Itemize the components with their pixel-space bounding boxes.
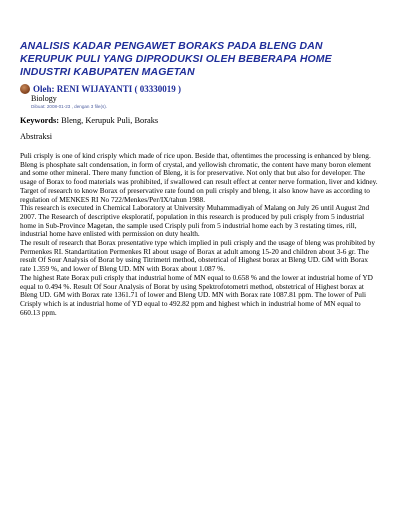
keywords-line [20,116,158,125]
abstract-paragraph: This research is executed in Chemical Laboratory at University Muhammadiyah of Malang on July 26 until August 2nd 2007. The Research of descriptive eksploratif, population in this research is produced by puli crisply from 5 industrial home in Sub-Province Magetan, the sample used Crisply puli from 5 industrial home each by 3 restating times, rill, industrial home have enlisted with permission on duty health. [20,203,370,239]
abstract-heading: Abstraksi [20,132,53,141]
article-meta: Dibuat: 2008-01-23 , dengan 3 file(s). [31,104,108,109]
author-avatar-icon [20,84,30,94]
article-title: ANALISIS KADAR PENGAWET BORAKS PADA BLENG DAN KERUPUK PULI YANG DIPRODUKSI OLEH BEBERAPA HOME INDUSTRI KABUPATEN MAGETAN [20,40,332,78]
article-category: Biology [31,94,57,103]
author-link[interactable]: Oleh: RENI WIJAYANTI ( 03330019 ) [33,84,181,94]
abstract-paragraph: The result of research that Borax presentative type which implied in puli crisply and the usage of bleng was prohibited by Permenkes RI. Standartitation Permenkes RI about usage of Borax at adult among 15-20 and children about 3-6 gr. The result Of Sour Analysis of Borat by using Titrimetri method, obstetrical of Highest borax at Bleng UD. GM with Borax rate 1.359 %, and lower of Bleng UD. MN with Borax about 1.087 %. [20,238,376,274]
abstract-paragraph: The highest Rate Borax puli crisply that industrial home of MN equal to 0.658 % and the lower at industrial home of YD equal to 0.494 %. Result Of Sour Analysis of Borat by using Spektrofotometri method, obstetrical of Highest borax at Bleng UD. GM with Borax rate 1361.71 of lower and Bleng UD. MN with Borax rate 1087.81 ppm. The lower of Puli Crisply which is at industrial home of YD equal to 492.82 ppm and highest which in industrial home of MN equal to 660.13 ppm. [20,272,373,317]
keywords-values: Bleng, Kerupuk Puli, Boraks [61,116,159,125]
abstract-paragraph: Puli crisply is one of kind crisply which made of rice upon. Beside that, oftentimes the processing is enhanced by bleng. Bleng is phosphate salt condensation, in form of crystal, and yellowish chromatic, the content have many boron element and some other mineral. There many function of Bleng, it is for preservative. Not only that but also for developer. The usage of Borax to food materials was prohibited, if swallowed can result effect at center nerve formation, liver and kidney. Target of research to know Borax of preservative rate found on puli crisply and bleng, it also know have as according to regulation of MENKES RI No 722/Menkes/Per/IX/tahun 1988. [20,151,378,204]
keywords-label: Keywords: [20,116,60,125]
abstract-body [20,152,380,317]
